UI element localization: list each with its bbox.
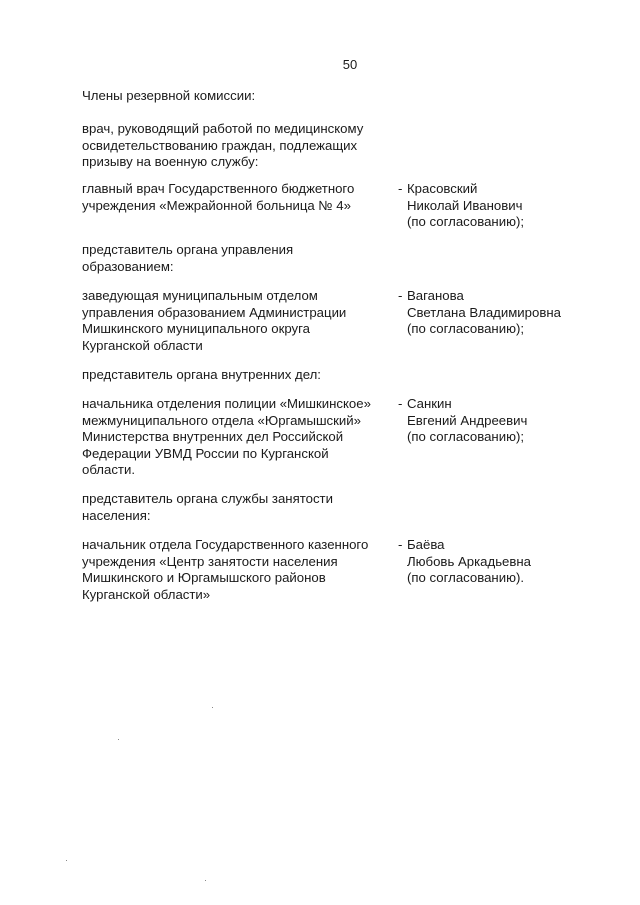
position-line: межмуниципального отдела «Юргамышский»: [82, 412, 361, 428]
member-position: [82, 537, 392, 603]
employment-rep-text: [82, 491, 392, 524]
member-person: [398, 537, 618, 587]
position-line: Курганской области»: [82, 586, 211, 602]
scan-speck: [118, 739, 119, 740]
person-surname: Санкин: [407, 396, 452, 411]
person-line: [398, 181, 618, 198]
education-rep-line: представитель органа управления: [82, 242, 294, 257]
person-surname: Баёва: [407, 537, 445, 552]
member-person: [398, 181, 618, 231]
police-rep-text: [82, 367, 392, 384]
doctor-role-line: призыву на военную службу:: [82, 154, 259, 170]
person-line: (по согласованию);: [407, 321, 525, 337]
scan-speck: [66, 860, 67, 861]
dash: -: [398, 288, 403, 303]
dash: -: [398, 396, 403, 411]
position-line: начальник отдела Государственного казенного: [82, 537, 369, 552]
person-line: Николай Иванович: [407, 197, 523, 213]
person-surname: Красовский: [407, 181, 478, 196]
member-person: [398, 396, 618, 446]
person-line: Светлана Владимировна: [407, 304, 561, 320]
person-line: Любовь Аркадьевна: [407, 553, 532, 569]
position-line: управления образованием Администрации: [82, 304, 347, 320]
person-line: Евгений Андреевич: [407, 412, 528, 428]
page-number: 50: [342, 57, 358, 72]
position-line: Министерства внутренних дел Российской: [82, 429, 344, 445]
person-line: (по согласованию);: [407, 429, 525, 445]
person-line: [398, 537, 618, 554]
member-position: [82, 396, 392, 479]
member-position: [82, 181, 392, 214]
person-surname: Ваганова: [407, 288, 464, 303]
person-line: [398, 396, 618, 413]
doctor-role-text: [82, 121, 392, 171]
dash: -: [398, 537, 403, 552]
person-line: [398, 288, 618, 305]
position-line: начальника отделения полиции «Мишкинское»: [82, 396, 371, 411]
position-line: главный врач Государственного бюджетного: [82, 181, 355, 196]
doctor-role-line: освидетельствованию граждан, подлежащих: [82, 137, 358, 153]
commission-heading: Члены резервной комиссии:: [82, 88, 256, 103]
doctor-role-line: врач, руководящий работой по медицинскому: [82, 121, 364, 136]
position-line: области.: [82, 462, 135, 478]
position-line: учреждения «Межрайонной больница № 4»: [82, 197, 351, 213]
dash: -: [398, 181, 403, 196]
person-line: (по согласованию).: [407, 570, 525, 586]
scan-speck: [212, 707, 213, 708]
position-line: учреждения «Центр занятости населения: [82, 553, 338, 569]
position-line: Мишкинского муниципального округа: [82, 321, 311, 337]
police-rep-line: представитель органа внутренних дел:: [82, 367, 321, 382]
person-line: (по согласованию);: [407, 214, 525, 230]
member-position: [82, 288, 392, 354]
member-person: [398, 288, 618, 338]
position-line: Мишкинского и Юргамышского районов: [82, 570, 326, 586]
scan-speck: [205, 880, 206, 881]
employment-rep-line: населения:: [82, 507, 151, 523]
education-rep-line: образованием:: [82, 258, 174, 274]
position-line: Федерации УВМД России по Курганской: [82, 445, 329, 461]
position-line: заведующая муниципальным отделом: [82, 288, 318, 303]
employment-rep-line: представитель органа службы занятости: [82, 491, 333, 506]
education-rep-text: [82, 242, 392, 275]
position-line: Курганской области: [82, 337, 203, 353]
